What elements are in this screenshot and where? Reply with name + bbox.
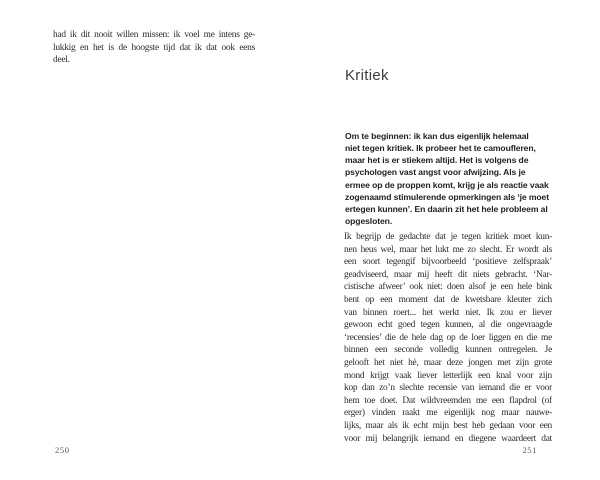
text-line: opgesloten. xyxy=(345,216,393,227)
right-page xyxy=(300,0,600,480)
text-line: Ik begrijp de gedachte dat je tegen kritiek moet kun- xyxy=(344,232,552,242)
text-line: maar het is er stiekem altijd. Het is volgens de xyxy=(345,155,529,166)
text-line: lukkig en het is de hoogste tijd dat ik dat ook eens xyxy=(53,42,255,53)
text-line: voor mij belangrijk iemand en diegene waardeert dat xyxy=(344,433,552,444)
text-line: hem toe doet. Dat wildvreemden me een flapdrol (of xyxy=(344,395,552,406)
text-line: nen heus wel, maar het lukt me zo slecht. Er wordt als xyxy=(344,244,552,255)
text-line: lijks, maar als ik echt mijn best heb gedaan voor een xyxy=(344,420,552,431)
text-line: een soort tegengif bijvoorbeeld ‘positieve zelfspraak’ xyxy=(344,257,552,268)
chapter-title: Kritiek xyxy=(345,67,389,84)
text-line: ermee op de proppen komt, krijg je als reactie vaak xyxy=(345,179,549,190)
text-line: kop dan zo’n slechte recensie van iemand die er voor xyxy=(344,383,552,394)
text-line: Om te beginnen: ik kan dus eigenlijk helemaal xyxy=(345,131,529,141)
text-line: ertegen kunnen’. En daarin zit het hele probleem al xyxy=(345,203,548,214)
text-line: gelooft het niet hè, maar deze jongen met zijn grote xyxy=(344,357,552,368)
text-line: had ik dit nooit willen missen: ik voel me intens ge- xyxy=(53,30,255,40)
text-line: psychologen vast angst voor afwijzing. Als je xyxy=(345,167,526,178)
body-paragraph xyxy=(344,231,552,445)
text-line: zogenaamd stimulerende opmerkingen als ‘je moet xyxy=(345,191,549,202)
text-line: niet tegen kritiek. Ik probeer het te camoufleren, xyxy=(345,143,536,154)
text-line: van binnen roert... het werkt niet. Ik zou er liever xyxy=(344,307,552,318)
text-line: cistische afweer’ ook niet: doen alsof je een hele bink xyxy=(344,282,552,293)
text-line: bent op een moment dat de kwetsbare kleuter zich xyxy=(344,294,552,305)
intro-paragraph xyxy=(345,130,549,227)
left-page-paragraph xyxy=(53,29,255,67)
text-line: mond krijgt vaak liever letterlijk een knal voor zijn xyxy=(344,370,552,381)
text-line: erger) vinden raakt me eigenlijk nog maar nauwe- xyxy=(344,408,552,419)
text-line: binnen een seconde volledig kunnen ontregelen. Je xyxy=(344,345,552,356)
text-line: gewoon echt goed tegen kunnen, al die ongevraagde xyxy=(344,320,552,331)
page-number-left: 250 xyxy=(55,445,70,455)
text-line: ‘recensies’ die de hele dag op de loer liggen en die me xyxy=(344,332,552,343)
text-line: geadviseerd, maar mij heeft dit niets gebracht. ‘Nar- xyxy=(344,269,552,280)
page-number-right: 251 xyxy=(522,445,537,455)
text-line: deel. xyxy=(53,55,70,66)
